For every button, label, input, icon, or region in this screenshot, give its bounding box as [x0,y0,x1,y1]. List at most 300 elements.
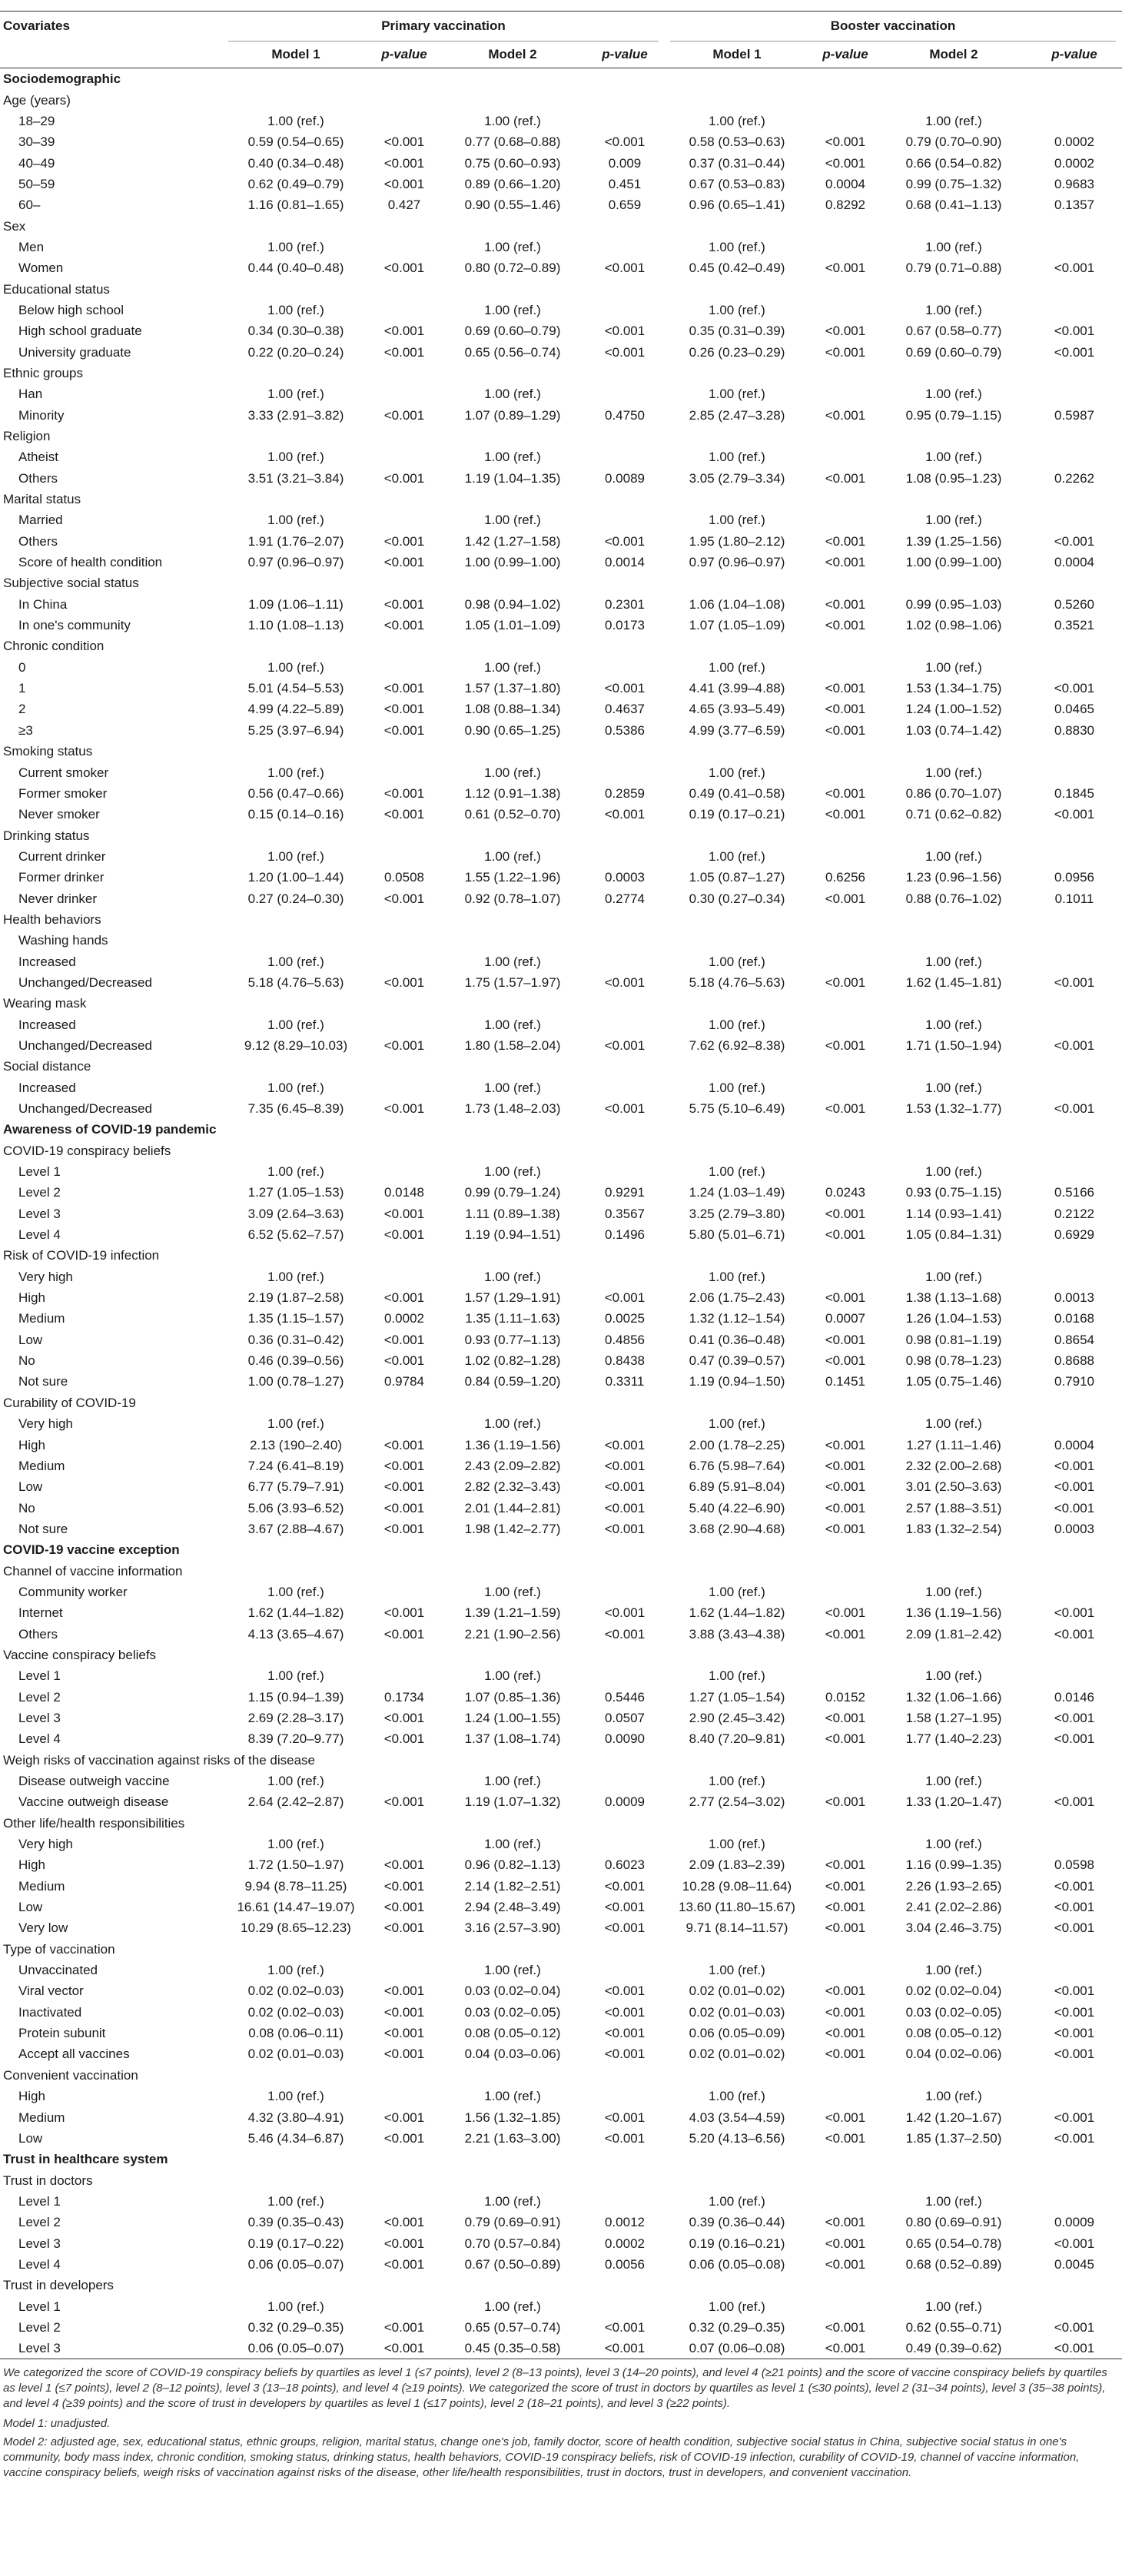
booster-model2-or-cell: 2.32 (2.00–2.68) [905,1458,1002,1473]
group-label: Wearing mask [3,996,87,1011]
booster-model2-pvalue-cell [1027,2086,1122,2106]
group-label: Weigh risks of vaccination against risks of the disease [3,1752,315,1768]
primary-model1-or-cell: 1.00 (ref.) [267,450,324,465]
primary-model2-pvalue-cell: <0.001 [604,344,646,360]
booster-model1-or-cell: 6.76 (5.98–7.64) [689,1458,785,1473]
booster-model2-pvalue-cell: <0.001 [1054,1983,1095,1999]
primary-model2-pvalue-cell: <0.001 [604,134,646,150]
table-footnotes [0,2359,1114,2481]
primary-model1-or-cell: 1.00 (ref.) [267,1164,324,1180]
booster-model1-or-cell: 1.00 (ref.) [709,450,765,465]
booster-model1-pvalue-cell: <0.001 [825,2256,866,2272]
primary-model2-or-cell: 0.08 (0.05–0.12) [464,2026,561,2041]
row-label: Low [18,2130,43,2146]
row-label: Viral vector [18,1983,84,1999]
booster-model2-pvalue-cell [1027,1413,1122,1434]
primary-model1-or-cell: 1.35 (1.15–1.57) [247,1311,344,1326]
primary-model2-or-cell: 2.14 (1.82–2.51) [464,1878,561,1894]
primary-model2-pvalue-cell: 0.5386 [605,722,645,738]
footnote-categorization: We categorized the score of COVID-19 conspiracy beliefs by quartiles as level 1 (≤7 points), level 2 (8–13 points), level 3 (14–20 points), and level 4 (≥21 points) and the score of vaccine conspiracy beliefs by quartiles as level 1 (≤7 points), level 2 (8–12 points), level 3 (13–18 points), and level 4 (≥19 points). We categorized the score of trust in doctors by quartiles as level 1 (≤30 points), level 2 (31–34 points), level 3 (35–38 points), and level 4 (≥39 points) and the score of trust in developers by quartiles as level 1 (≤17 points), level 2 (18–21 points), and level 3 (≥22 points). [3,2366,1107,2411]
booster-model1-pvalue-cell: <0.001 [825,785,866,801]
booster-model2-pvalue-cell [1027,1014,1122,1034]
booster-model1-or-cell: 1.00 (ref.) [709,1164,765,1180]
primary-model2-or-cell: 2.94 (2.48–3.49) [464,1900,561,1915]
primary-model1-or-cell: 0.06 (0.05–0.07) [247,2256,344,2272]
booster-model2-pvalue-cell [1027,1161,1122,1182]
primary-model2-or-cell: 1.00 (ref.) [484,2299,541,2314]
primary-model2-pvalue-cell: <0.001 [604,2047,646,2062]
booster-model2-pvalue-cell [1027,2295,1122,2316]
booster-model2-or-cell: 1.85 (1.37–2.50) [905,2130,1002,2146]
booster-model1-pvalue-cell [810,1834,881,1854]
table-row [0,383,1122,404]
booster-model1-pvalue-cell: <0.001 [825,324,866,339]
booster-model2-pvalue-cell: 0.0003 [1054,1521,1094,1536]
primary-model2-pvalue-cell: <0.001 [604,261,646,276]
row-label: Low [18,1479,43,1495]
primary-model1-or-cell: 4.99 (4.22–5.89) [247,702,344,717]
row-label: Others [18,533,58,549]
booster-model2-pvalue-cell: <0.001 [1027,2338,1122,2359]
booster-model2-or-cell: 1.27 (1.11–1.46) [906,1437,1001,1452]
booster-model1-or-cell: 1.00 (ref.) [709,1774,765,1789]
header-spacer [0,41,223,68]
table-row [0,111,1122,131]
booster-model1-pvalue-cell [810,846,881,867]
group-row [0,1056,1122,1077]
booster-model2-or-cell: 1.00 (ref.) [925,2089,982,2104]
booster-model1-pvalue-cell: <0.001 [825,1353,866,1369]
booster-model1-or-cell: 1.00 (ref.) [709,954,765,969]
booster-model2-pvalue-cell: <0.001 [1054,2319,1095,2335]
booster-model2-or-cell: 0.69 (0.60–0.79) [905,344,1002,360]
booster-model2-pvalue-cell: <0.001 [1054,1605,1095,1621]
primary-model1-pvalue-cell [369,951,440,971]
row-label: Medium [18,1311,65,1326]
primary-model1-or-cell: 1.00 (ref.) [267,1269,324,1284]
booster-model1-pvalue-cell: <0.001 [825,1101,866,1117]
group-row [0,930,1122,951]
booster-model1-or-cell: 0.06 (0.05–0.08) [689,2256,785,2272]
booster-model2-or-cell: 1.53 (1.34–1.75) [905,681,1002,696]
booster-model2-pvalue-cell [1027,1266,1122,1287]
primary-model2-pvalue-cell: 0.4856 [605,1332,645,1347]
row-label: Accept all vaccines [18,2047,130,2062]
booster-model1-or-cell: 0.06 (0.05–0.09) [689,2026,785,2041]
primary-model2-pvalue-cell: <0.001 [604,1101,646,1117]
primary-model1-pvalue-cell: <0.001 [383,974,425,990]
table-row [0,1665,1122,1686]
primary-model1-or-cell: 0.06 (0.05–0.07) [223,2338,369,2359]
booster-model2-pvalue-cell [1027,111,1122,131]
row-label: Low [18,1900,43,1915]
booster-model1-or-cell: 6.89 (5.91–8.04) [689,1479,785,1495]
primary-model1-pvalue-cell: 0.0002 [384,1311,424,1326]
booster-model1-or-cell: 9.71 (8.14–11.57) [685,1920,788,1936]
booster-model1-or-cell: 10.28 (9.08–11.64) [682,1878,792,1894]
table-row [0,2295,1122,2316]
booster-model1-or-cell: 1.27 (1.05–1.54) [689,1689,785,1705]
booster-model1-pvalue-cell: <0.001 [825,1605,866,1621]
primary-model1-or-cell: 1.00 (ref.) [267,1963,324,1978]
group-label: Drinking status [3,828,90,843]
booster-model1-or-cell: 2.90 (2.45–3.42) [689,1710,785,1725]
primary-model1-or-cell: 0.46 (0.39–0.56) [247,1353,344,1369]
group-row [0,825,1122,845]
booster-model2-pvalue-cell: <0.001 [1054,2110,1095,2125]
booster-model1-or-cell: 2.09 (1.83–2.39) [689,1857,785,1873]
row-label: Former drinker [18,870,105,885]
primary-model2-or-cell: 1.19 (0.94–1.51) [464,1227,561,1243]
booster-model2-or-cell: 1.77 (1.40–2.23) [905,1731,1002,1747]
row-label: Level 1 [18,2193,61,2209]
primary-model1-pvalue-cell [369,2191,440,2212]
row-label: Not sure [18,1521,68,1536]
row-label: Medium [18,1458,65,1473]
group-label: Marital status [3,492,81,507]
primary-model1-pvalue-cell: 0.9784 [384,1374,424,1389]
group-row [0,363,1122,383]
booster-model1-pvalue-cell: <0.001 [825,2215,866,2230]
booster-model2-pvalue-cell: 0.0002 [1054,155,1094,171]
primary-model1-or-cell: 2.64 (2.42–2.87) [247,1794,344,1810]
booster-model2-or-cell: 1.00 (ref.) [925,2193,982,2209]
primary-model2-or-cell: 1.02 (0.82–1.28) [464,1353,561,1369]
booster-model2-pvalue-cell: 0.5987 [1054,407,1094,423]
primary-model1-or-cell: 1.00 (ref.) [267,113,324,128]
primary-model1-or-cell: 1.62 (1.44–1.82) [247,1605,344,1621]
primary-model2-or-cell: 1.19 (1.07–1.32) [464,1794,561,1810]
primary-model2-or-cell: 1.00 (ref.) [484,1080,541,1095]
primary-model1-pvalue-cell: <0.001 [383,1521,425,1536]
primary-model2-pvalue-cell: <0.001 [604,1500,646,1515]
primary-model2-or-cell: 0.96 (0.82–1.13) [464,1857,561,1873]
primary-model1-or-cell: 5.46 (4.34–6.87) [247,2130,344,2146]
primary-model1-or-cell: 0.56 (0.47–0.66) [247,785,344,801]
primary-model2-or-cell: 1.57 (1.37–1.80) [464,681,561,696]
row-label: Internet [18,1605,63,1621]
booster-model1-pvalue-cell [810,657,881,678]
primary-model1-or-cell: 1.00 (ref.) [267,1774,324,1789]
table-row [0,1960,1122,1980]
table-row [0,510,1122,530]
primary-model1-pvalue-cell [369,2086,440,2106]
booster-model1-pvalue-cell: <0.001 [825,1900,866,1915]
primary-model1-or-cell: 1.00 (ref.) [267,2089,324,2104]
booster-model2-or-cell: 1.00 (ref.) [925,1837,982,1852]
primary-model2-or-cell: 0.03 (0.02–0.04) [464,1983,561,1999]
row-label: Disease outweigh vaccine [18,1774,170,1789]
booster-model1-pvalue-cell: <0.001 [825,1206,866,1221]
booster-model1-pvalue-cell [810,951,881,971]
booster-model2-pvalue-cell [1027,657,1122,678]
table-row [0,320,1122,341]
booster-model2-or-cell: 1.36 (1.19–1.56) [905,1605,1002,1621]
booster-model2-pvalue-cell: 0.1357 [1054,198,1094,213]
booster-model1-pvalue-cell [810,762,881,782]
primary-model2-pvalue-cell: <0.001 [586,2338,664,2359]
booster-model2-or-cell: 1.00 (ref.) [925,239,982,254]
booster-model2-or-cell: 0.99 (0.75–1.32) [905,176,1002,191]
booster-model2-pvalue-cell [1027,237,1122,257]
row-label: Medium [18,1878,65,1894]
table-row [0,762,1122,782]
booster-model2-or-cell: 0.88 (0.76–1.02) [905,891,1002,906]
booster-model1-or-cell: 1.00 (ref.) [709,2089,765,2104]
table-row [0,2128,1122,2149]
primary-model2-pvalue-cell: 0.5446 [605,1689,645,1705]
row-label: Level 1 [18,2299,61,2314]
primary-model1-or-cell: 1.09 (1.06–1.11) [248,596,344,612]
primary-model2-pvalue-cell: 0.1496 [605,1227,645,1243]
primary-model1-or-cell: 1.00 (ref.) [267,2299,324,2314]
primary-model2-or-cell: 1.35 (1.11–1.63) [465,1311,560,1326]
booster-model1-or-cell: 2.00 (1.78–2.25) [689,1437,785,1452]
primary-model1-or-cell: 3.51 (3.21–3.84) [247,470,344,486]
row-label: Women [18,261,64,276]
booster-model1-or-cell: 5.75 (5.10–6.49) [689,1101,785,1117]
row-label: Increased [18,954,76,969]
primary-model2-or-cell: 0.79 (0.69–0.91) [464,2215,561,2230]
table-row [0,678,1122,699]
booster-model2-pvalue-cell [1027,510,1122,530]
table-row [0,300,1122,320]
booster-model1-pvalue-cell: <0.001 [825,407,866,423]
primary-model1-or-cell: 7.35 (6.45–8.39) [247,1101,344,1117]
booster-model1-or-cell: 1.19 (0.94–1.50) [689,1374,785,1389]
primary-model2-or-cell: 1.57 (1.29–1.91) [464,1290,561,1306]
primary-model2-or-cell: 1.24 (1.00–1.55) [464,1710,561,1725]
primary-model2-or-cell: 2.01 (1.44–2.81) [464,1500,561,1515]
booster-model2-pvalue-cell: 0.0146 [1054,1689,1094,1705]
primary-model1-or-cell: 1.00 (ref.) [267,2193,324,2209]
primary-model2-or-cell: 1.00 (ref.) [484,848,541,864]
table-row [0,446,1122,467]
booster-model2-header: Model 2 [881,41,1027,68]
booster-model2-pvalue-cell: 0.0168 [1054,1311,1094,1326]
table-row [0,1371,1122,1392]
booster-model2-or-cell: 0.98 (0.81–1.19) [905,1332,1002,1347]
table-row [0,888,1122,908]
table-row [0,1791,1122,1812]
booster-model1-pvalue-cell: <0.001 [825,1521,866,1536]
booster-model2-pvalue-cell [1027,762,1122,782]
primary-model2-pvalue-cell [586,846,664,867]
booster-model2-pvalue-cell: <0.001 [1054,1101,1095,1117]
booster-model2-pvalue-cell [1027,846,1122,867]
primary-model2-or-cell: 1.80 (1.58–2.04) [464,1037,561,1053]
booster-model2-pvalue-cell [1027,446,1122,467]
booster-model1-pvalue-cell [810,446,881,467]
primary-model1-or-cell: 1.91 (1.76–2.07) [247,533,344,549]
group-row [0,2275,1122,2295]
booster-model1-pvalue-cell [810,300,881,320]
row-label: Very high [18,1269,73,1284]
row-label: Unchanged/Decreased [18,1037,152,1053]
primary-model1-or-cell: 3.09 (2.64–3.63) [247,1206,344,1221]
primary-model2-pvalue-cell: <0.001 [604,2026,646,2041]
row-label: High [18,1437,45,1452]
primary-model2-or-cell: 0.03 (0.02–0.05) [464,2004,561,2020]
primary-model2-pvalue-cell: <0.001 [604,1983,646,1999]
booster-model1-pvalue-cell: <0.001 [825,470,866,486]
booster-model1-pvalue-cell [810,111,881,131]
group-label: Trust in doctors [3,2173,93,2188]
table-row [0,2023,1122,2043]
primary-model2-pvalue-cell: 0.8438 [605,1353,645,1369]
booster-model2-pvalue-cell: <0.001 [1054,2130,1095,2146]
booster-model1-or-cell: 0.32 (0.29–0.35) [689,2319,785,2335]
booster-model1-pvalue-cell [810,383,881,404]
primary-model1-pvalue-cell [369,846,440,867]
row-label: High school graduate [18,324,142,339]
primary-model2-or-cell: 1.00 (ref.) [484,1017,541,1032]
booster-model1-or-cell: 1.05 (0.87–1.27) [689,870,785,885]
primary-model2-pvalue-header: p-value [586,41,664,68]
group-row [0,636,1122,656]
primary-model2-pvalue-cell: <0.001 [604,2110,646,2125]
row-label: 1 [18,681,26,696]
primary-model2-pvalue-cell: 0.0089 [605,470,645,486]
primary-model1-pvalue-cell: <0.001 [383,324,425,339]
primary-model1-or-cell: 0.15 (0.14–0.16) [247,807,344,822]
primary-model1-or-cell: 0.08 (0.06–0.11) [248,2026,344,2041]
primary-model2-pvalue-cell: <0.001 [604,681,646,696]
booster-model1-or-cell: 1.62 (1.44–1.82) [689,1605,785,1621]
row-label: Level 3 [18,1710,61,1725]
row-label: Medium [18,2110,65,2125]
row-label: Below high school [18,302,124,317]
primary-model2-pvalue-cell: 0.6023 [605,1857,645,1873]
booster-model2-pvalue-cell: 0.8830 [1054,722,1094,738]
primary-model1-pvalue-cell: <0.001 [383,2026,425,2041]
booster-model2-pvalue-cell: <0.001 [1054,681,1095,696]
booster-model2-pvalue-cell: 0.0045 [1054,2256,1094,2272]
primary-model2-or-cell: 0.99 (0.79–1.24) [464,1185,561,1200]
primary-model1-or-cell: 2.19 (1.87–2.58) [247,1290,344,1306]
booster-model1-or-cell: 0.41 (0.36–0.48) [689,1332,785,1347]
primary-model1-pvalue-cell: 0.0148 [384,1185,424,1200]
primary-model2-or-cell: 1.00 (ref.) [484,1584,541,1599]
booster-model2-or-cell: 3.04 (2.46–3.75) [905,1920,1002,1936]
booster-model1-pvalue-cell: <0.001 [825,681,866,696]
primary-model1-pvalue-cell: <0.001 [383,2319,425,2335]
regression-results-table [0,11,1122,2359]
table-row [0,2338,1122,2359]
primary-model1-or-cell: 4.32 (3.80–4.91) [247,2110,344,2125]
booster-model2-or-cell: 1.14 (0.93–1.41) [905,1206,1002,1221]
booster-model2-pvalue-cell: <0.001 [1054,324,1095,339]
row-label: Protein subunit [18,2026,106,2041]
group-row [0,1939,1122,1960]
booster-model2-or-cell: 0.65 (0.54–0.78) [905,2236,1002,2251]
booster-model1-pvalue-cell: <0.001 [810,2338,881,2359]
booster-model2-pvalue-cell [1027,2191,1122,2212]
table-row [0,1413,1122,1434]
booster-model1-or-cell: 0.19 (0.17–0.21) [689,807,785,822]
booster-model1-pvalue-cell: <0.001 [825,618,866,633]
primary-model1-pvalue-cell [369,1960,440,1980]
booster-model1-pvalue-cell: <0.001 [825,533,866,549]
booster-model2-or-cell: 1.00 (0.99–1.00) [905,555,1002,570]
row-label: Level 2 [18,2319,61,2335]
primary-model1-pvalue-cell: <0.001 [383,2004,425,2020]
primary-model1-or-cell: 0.02 (0.01–0.03) [247,2047,344,2062]
primary-model1-pvalue-cell [369,762,440,782]
header-row-columns [0,41,1122,68]
table-row [0,1329,1122,1350]
group-label: Sex [3,218,26,234]
row-label: ≥3 [18,722,33,738]
group-label: Curability of COVID-19 [3,1395,136,1410]
booster-model2-pvalue-cell: 0.0598 [1054,1857,1094,1873]
booster-model2-or-cell: 1.00 (ref.) [925,1164,982,1180]
booster-model2-pvalue-cell: <0.001 [1054,807,1095,822]
primary-model1-or-cell: 10.29 (8.65–12.23) [241,1920,351,1936]
booster-model2-or-cell: 0.04 (0.02–0.06) [905,2047,1002,2062]
primary-model1-pvalue-cell: <0.001 [383,722,425,738]
primary-model2-pvalue-cell: 0.0090 [605,1731,645,1747]
group-row [0,1750,1122,1771]
booster-model1-pvalue-cell [810,2191,881,2212]
booster-model2-pvalue-cell: <0.001 [1054,2026,1095,2041]
booster-model2-or-cell: 1.38 (1.13–1.68) [905,1290,1002,1306]
booster-model2-pvalue-cell: <0.001 [1054,533,1095,549]
booster-model2-or-cell: 1.02 (0.98–1.06) [905,618,1002,633]
primary-model2-pvalue-cell [586,2191,664,2212]
row-label: 18–29 [18,113,55,128]
group-row [0,1245,1122,1266]
row-label: Unchanged/Decreased [18,1101,152,1117]
booster-model2-or-cell: 0.93 (0.75–1.15) [905,1185,1002,1200]
booster-model1-pvalue-cell: <0.001 [825,1332,866,1347]
primary-model2-pvalue-cell [586,762,664,782]
primary-model2-or-cell: 0.77 (0.68–0.88) [464,134,561,150]
primary-model2-or-cell: 1.19 (1.04–1.35) [464,470,561,486]
primary-model1-or-cell: 1.27 (1.05–1.53) [247,1185,344,1200]
primary-model2-or-cell: 3.16 (2.57–3.90) [464,1920,561,1936]
booster-model2-or-cell: 1.00 (ref.) [925,2299,982,2314]
table-row [0,1980,1122,2001]
booster-model2-or-cell: 1.24 (1.00–1.52) [905,702,1002,717]
booster-model1-pvalue-cell: <0.001 [825,1983,866,1999]
primary-model2-pvalue-cell: 0.2859 [605,785,645,801]
primary-model1-pvalue-cell [369,383,440,404]
group-label: Washing hands [18,933,108,948]
table-row [0,804,1122,825]
booster-model2-or-cell: 0.79 (0.71–0.88) [905,261,1002,276]
primary-model2-or-cell: 1.00 (ref.) [484,239,541,254]
booster-model1-or-cell: 0.58 (0.53–0.63) [689,134,785,150]
primary-model1-pvalue-cell: <0.001 [369,2338,440,2359]
row-label: Low [18,1332,43,1347]
primary-model1-pvalue-cell: <0.001 [383,533,425,549]
primary-model1-pvalue-cell: <0.001 [383,470,425,486]
primary-model1-or-cell: 0.02 (0.02–0.03) [247,1983,344,1999]
primary-model1-pvalue-cell: <0.001 [383,555,425,570]
group-label: Ethnic groups [3,365,83,380]
booster-model2-pvalue-cell: <0.001 [1054,2004,1095,2020]
booster-model2-pvalue-cell: 0.0956 [1054,870,1094,885]
row-label: Atheist [18,450,58,465]
booster-model1-or-cell: 1.00 (ref.) [709,1269,765,1284]
primary-model2-pvalue-cell [586,2295,664,2316]
row-label: In China [18,596,68,612]
booster-model2-or-cell: 1.23 (0.96–1.56) [905,870,1002,885]
booster-model1-or-cell: 2.06 (1.75–2.43) [689,1290,785,1306]
primary-model2-pvalue-cell [586,1413,664,1434]
primary-model1-or-cell: 5.25 (3.97–6.94) [247,722,344,738]
